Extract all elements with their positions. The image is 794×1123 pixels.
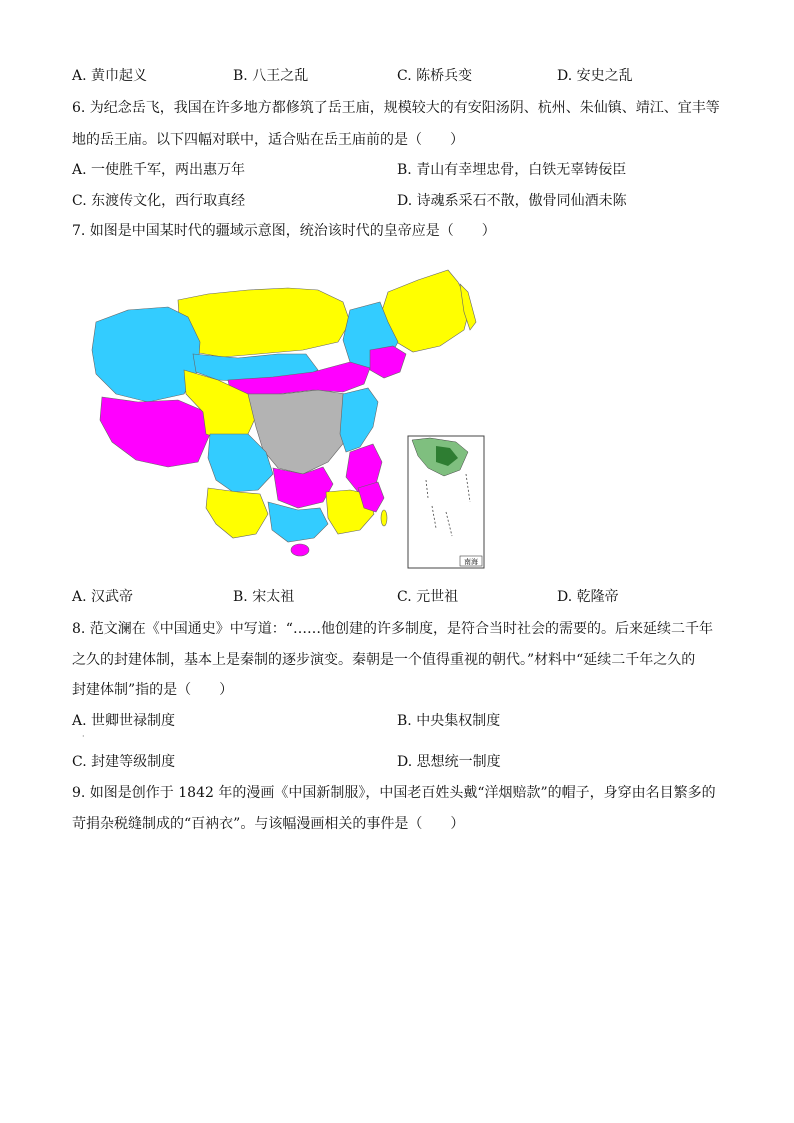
q5-option-d[interactable]: D. 安史之乱 (557, 68, 633, 84)
map-region-southwest-yellow (206, 488, 268, 538)
q8-option-d[interactable]: D. 思想统一制度 (397, 754, 501, 770)
q6-option-a[interactable]: A. 一使胜千军，两出惠万年 (72, 162, 246, 178)
q8-stem-line3: 封建体制”指的是（ ） (72, 682, 234, 698)
q8-option-a[interactable]: A. 世卿世禄制度 (72, 713, 176, 729)
q6-stem-line2: 地的岳王庙。以下四幅对联中，适合贴在岳王庙前的是（ ） (72, 132, 464, 148)
map-region-tibet-magenta (100, 397, 210, 467)
map-region-northeast-magenta (370, 346, 406, 378)
south-sea-inset (408, 436, 484, 568)
territory-map (88, 262, 488, 572)
q5-option-c[interactable]: C. 陈桥兵变 (397, 68, 473, 84)
q7-option-b[interactable]: B. 宋太祖 (233, 589, 295, 605)
q8-option-b[interactable]: B. 中央集权制度 (397, 713, 501, 729)
q6-option-d[interactable]: D. 诗魂系采石不散，傲骨同仙酒未陈 (397, 193, 627, 209)
stray-dot: · (82, 732, 85, 741)
map-region-northwest-cyan (92, 307, 200, 402)
q9-stem-line2: 苛捐杂税缝制成的“百衲衣”。与该幅漫画相关的事件是（ ） (72, 816, 465, 832)
q7-stem: 7. 如图是中国某时代的疆域示意图，统治该时代的皇帝应是（ ） (72, 223, 496, 239)
q8-stem-line2: 之久的封建体制，基本上是秦制的逐步演变。秦朝是一个值得重视的朝代。”材料中“延续二千年之久的 (72, 652, 696, 668)
q7-option-c[interactable]: C. 元世祖 (397, 589, 459, 605)
q5-option-b[interactable]: B. 八王之乱 (233, 68, 309, 84)
map-region-hainan-magenta (291, 544, 309, 556)
q7-option-a[interactable]: A. 汉武帝 (72, 589, 134, 605)
south-sea-label: 南海 (464, 558, 478, 566)
map-region-east-cyan (340, 388, 378, 452)
map-region-north-yellow (178, 288, 350, 357)
q6-option-b[interactable]: B. 青山有幸埋忠骨，白铁无辜铸佞臣 (397, 162, 627, 178)
q6-option-c[interactable]: C. 东渡传文化，西行取真经 (72, 193, 246, 209)
q9-stem-line1: 9. 如图是创作于 1842 年的漫画《中国新制服》，中国老百姓头戴“洋烟赔款”的帽子，身穿由名目繁多的 (72, 785, 716, 801)
q8-stem-line1: 8. 范文澜在《中国通史》中写道：“……他创建的许多制度，是符合当时社会的需要的。后来延续二千年 (72, 621, 713, 637)
q8-option-c[interactable]: C. 封建等级制度 (72, 754, 176, 770)
territory-map-svg (88, 262, 488, 572)
map-region-taiwan (381, 510, 387, 526)
q6-stem-line1: 6. 为纪念岳飞，我国在许多地方都修筑了岳王庙，规模较大的有安阳汤阴、杭州、朱仙镇、靖江、宜丰等 (72, 100, 720, 116)
q5-option-a[interactable]: A. 黄巾起义 (72, 68, 148, 84)
q7-option-d[interactable]: D. 乾隆帝 (557, 589, 619, 605)
